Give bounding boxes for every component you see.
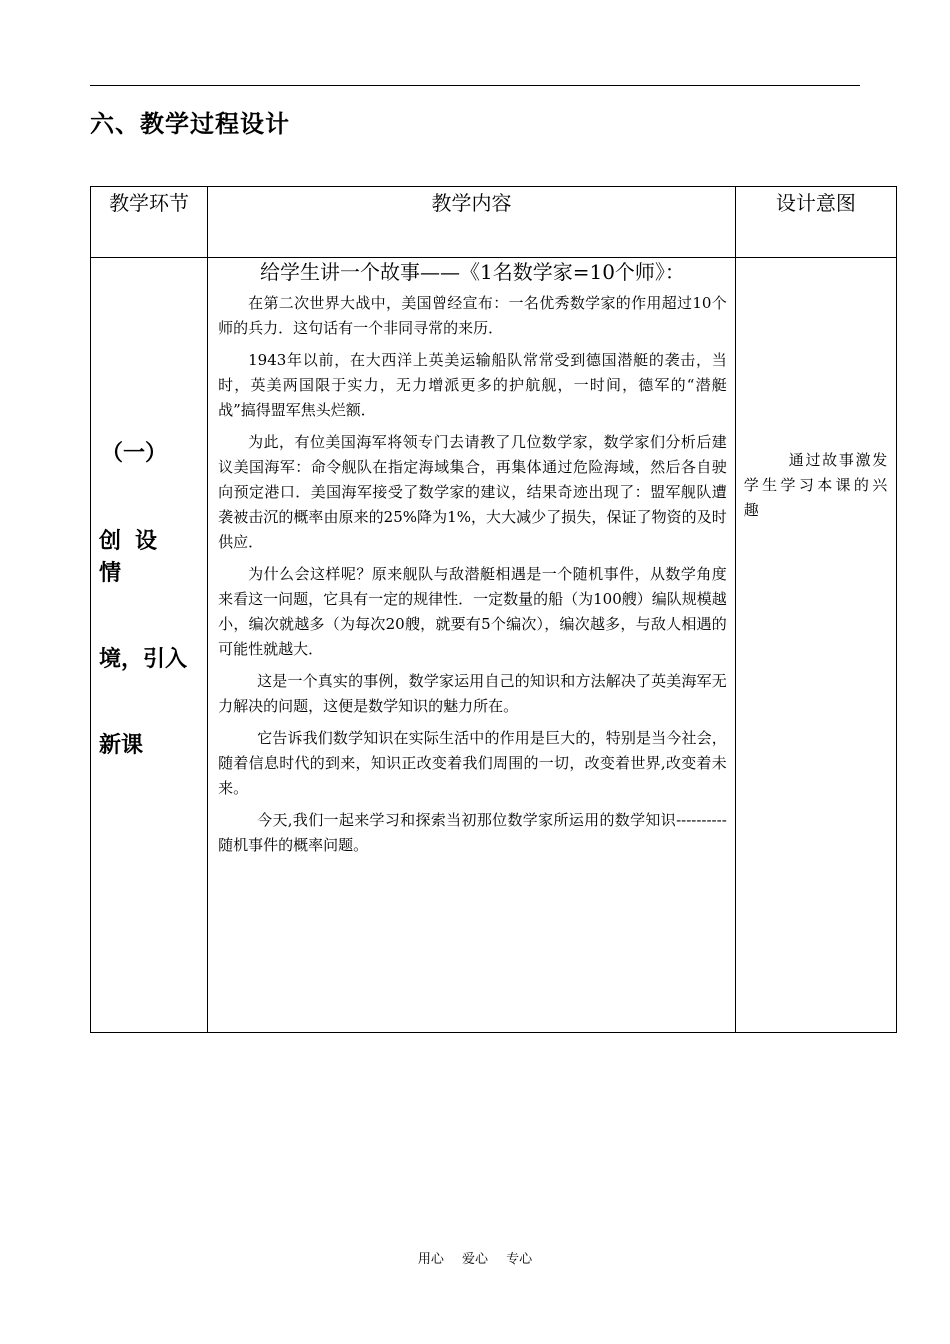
table-header-row [91,187,897,258]
header-stage: 教学环节 [91,187,208,258]
story-paragraph: 在第二次世界大战中，美国曾经宣布：一名优秀数学家的作用超过10个师的兵力．这句话有一个非同寻常的来历． [218,294,727,337]
story-paragraph: 它告诉我们数学知识在实际生活中的作用是巨大的，特别是当今社会，随着信息时代的到来，知识正改变着我们周围的一切，改变着世界,改变着未来。 [218,729,727,797]
stage-label [99,438,203,762]
story-paragraph: 这是一个真实的事例，数学家运用自己的知识和方法解决了英美海军无力解决的问题，这便是数学知识的魅力所在。 [218,672,727,715]
stage-title-line-1: 创设情 [99,529,172,586]
section-heading: 六、教学过程设计 [90,110,290,138]
content-cell [208,258,736,1033]
header-rule [90,85,860,86]
footer-word: 专心 [506,1252,533,1267]
story-title: 给学生讲一个故事——《1名数学家=10个师》： [259,260,685,284]
stage-number: （一） [101,441,168,466]
footer-word: 爱心 [461,1252,488,1267]
table-row [91,258,897,1033]
header-intent: 设计意图 [735,187,896,258]
story-paragraph: 为什么会这样呢？原来舰队与敌潜艇相遇是一个随机事件，从数学角度来看这一问题，它具有一定的规律性．一定数量的船（为100艘）编队规模越小，编次就越多（为每次20艘，就要有5个编次），编次越多，与敌人相遇的可能性就越大． [218,565,727,658]
lesson-process-table [90,186,897,1033]
intent-cell [735,258,896,1033]
page-footer [0,1248,950,1267]
design-intent-text: 通过故事激发学生学习本课的兴趣 [743,451,889,519]
story-paragraph: 1943年以前，在大西洋上英美运输船队常常受到德国潜艇的袭击，当时，英美两国限于实力，无力增派更多的护航舰，一时间，德军的“潜艇战”搞得盟军焦头烂额． [218,351,727,419]
stage-title-line-3: 新课 [99,733,144,758]
header-content: 教学内容 [208,187,736,258]
footer-word: 用心 [417,1252,444,1267]
stage-cell [91,258,208,1033]
story-paragraph: 为此，有位美国海军将领专门去请教了几位数学家，数学家们分析后建议美国海军：命令舰队在指定海域集合，再集体通过危险海域，然后各自驶向预定港口．美国海军接受了数学家的建议，结果奇迹出现了：盟军舰队遭袭被击沉的概率由原来的25%降为1%，大大减少了损失，保证了物资的及时供应． [218,433,727,551]
stage-title-line-2: 境，引入 [99,647,188,672]
story-paragraph: 今天,我们一起来学习和探索当初那位数学家所运用的数学知识----------随机事件的概率问题。 [218,811,727,854]
